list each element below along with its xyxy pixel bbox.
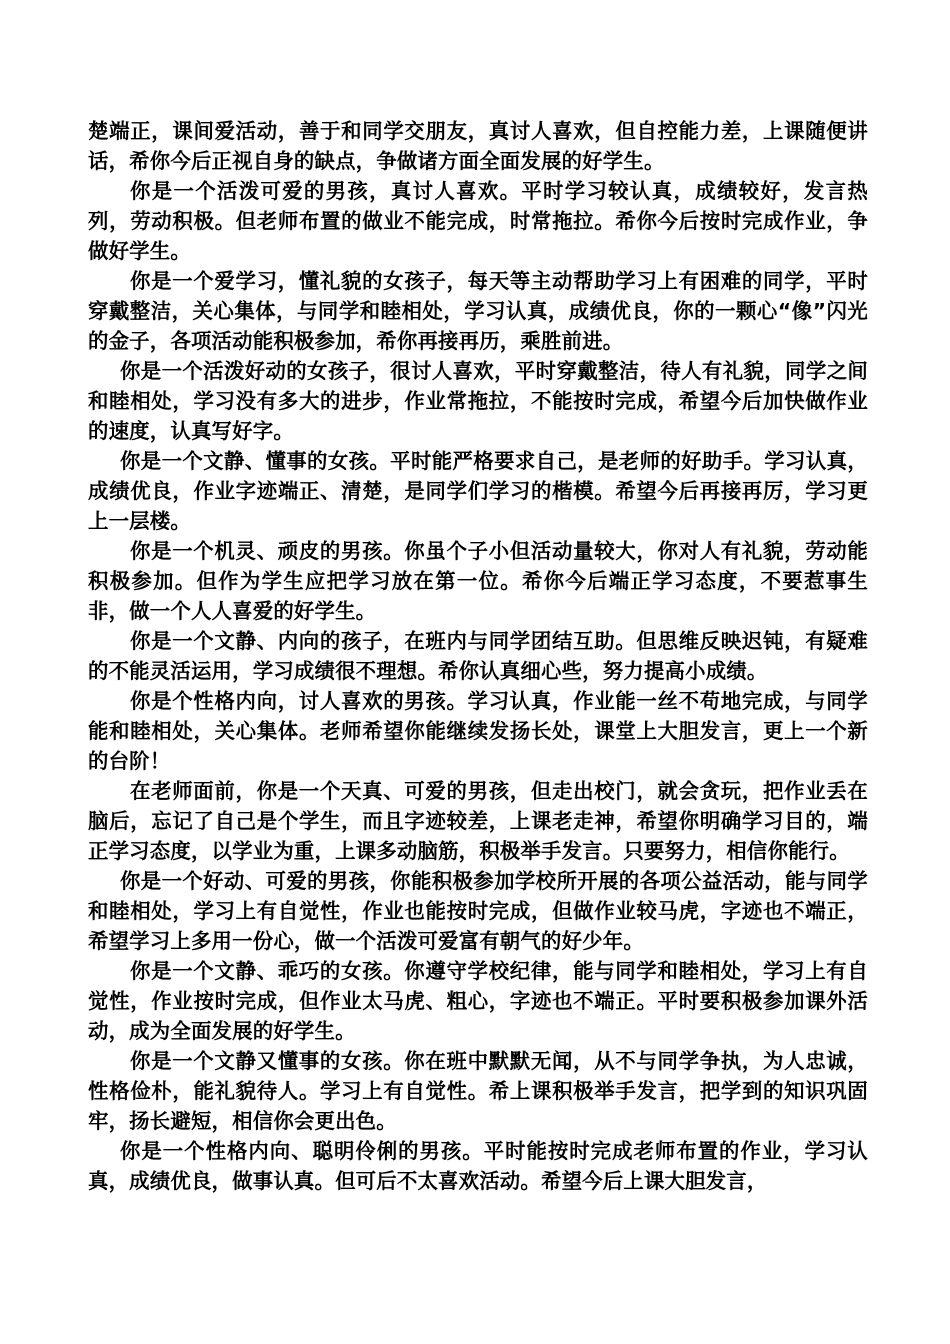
- paragraph-1: 楚端正，课间爱活动，善于和同学交朋友，真讨人喜欢，但自控能力差，上课随便讲话，希你今后正视自身的缺点，争做诸方面全面发展的好学生。: [88, 119, 868, 173]
- paragraph-11: 你是一个文静、乖巧的女孩。你遵守学校纪律，能与同学和睦相处，学习上有自觉性，作业按时完成，但作业太马虎、粗心，字迹也不端正。平时要积极参加课外活动，成为全面发展的好学生。: [88, 959, 868, 1043]
- paragraph-12: 你是一个文静又懂事的女孩。你在班中默默无闻，从不与同学争执，为人忠诚，性格俭朴，能礼貌待人。学习上有自觉性。希上课积极举手发言，把学到的知识巩固牢，扬长避短，相信你会更出色。: [88, 1049, 868, 1133]
- paragraph-9: 在老师面前，你是一个天真、可爱的男孩，但走出校门，就会贪玩，把作业丢在脑后，忘记了自己是个学生，而且字迹较差，上课老走神，希望你明确学习目的，端正学习态度，以学业为重，上课多动脑筋，积极举手发言。只要努力，相信你能行。: [88, 779, 868, 863]
- paragraph-3: 你是一个爱学习，懂礼貌的女孩子，每天等主动帮助学习上有困难的同学，平时穿戴整洁，关心集体，与同学和睦相处，学习认真，成绩优良，你的一颗心“像”闪光的金子，各项活动能积极参加，希你再接再历，乘胜前进。: [88, 269, 868, 353]
- paragraph-7: 你是一个文静、内向的孩子，在班内与同学团结互助。但思维反映迟钝，有疑难的不能灵活运用，学习成绩很不理想。希你认真细心些，努力提高小成绩。: [88, 629, 868, 683]
- paragraph-10: 你是一个好动、可爱的男孩，你能积极参加学校所开展的各项公益活动，能与同学和睦相处，学习上有自觉性，作业也能按时完成，但做作业较马虎，字迹也不端正，希望学习上多用一份心，做一个活泼可爱富有朝气的好少年。: [88, 869, 868, 953]
- document-page: [88, 116, 868, 1196]
- paragraph-13: 你是一个性格内向、聪明伶俐的男孩。平时能按时完成老师布置的作业，学习认真，成绩优良，做事认真。但可后不太喜欢活动。希望今后上课大胆发言，: [88, 1139, 868, 1193]
- paragraph-8: 你是个性格内向，讨人喜欢的男孩。学习认真，作业能一丝不苟地完成，与同学能和睦相处，关心集体。老师希望你能继续发扬长处，课堂上大胆发言，更上一个新的台阶！: [88, 689, 868, 773]
- paragraph-5: 你是一个文静、懂事的女孩。平时能严格要求自己，是老师的好助手。学习认真，成绩优良，作业字迹端正、清楚，是同学们学习的楷模。希望今后再接再厉，学习更上一层楼。: [88, 449, 868, 533]
- paragraph-2: 你是一个活泼可爱的男孩，真讨人喜欢。平时学习较认真，成绩较好，发言热列，劳动积极。但老师布置的做业不能完成，时常拖拉。希你今后按时完成作业，争做好学生。: [88, 179, 868, 263]
- paragraph-4: 你是一个活泼好动的女孩子，很讨人喜欢，平时穿戴整洁，待人有礼貌，同学之间和睦相处，学习没有多大的进步，作业常拖拉，不能按时完成，希望今后加快做作业的速度，认真写好字。: [88, 359, 868, 443]
- paragraph-6: 你是一个机灵、顽皮的男孩。你虽个子小但活动量较大，你对人有礼貌，劳动能积极参加。但作为学生应把学习放在第一位。希你今后端正学习态度，不要惹事生非，做一个人人喜爱的好学生。: [88, 539, 868, 623]
